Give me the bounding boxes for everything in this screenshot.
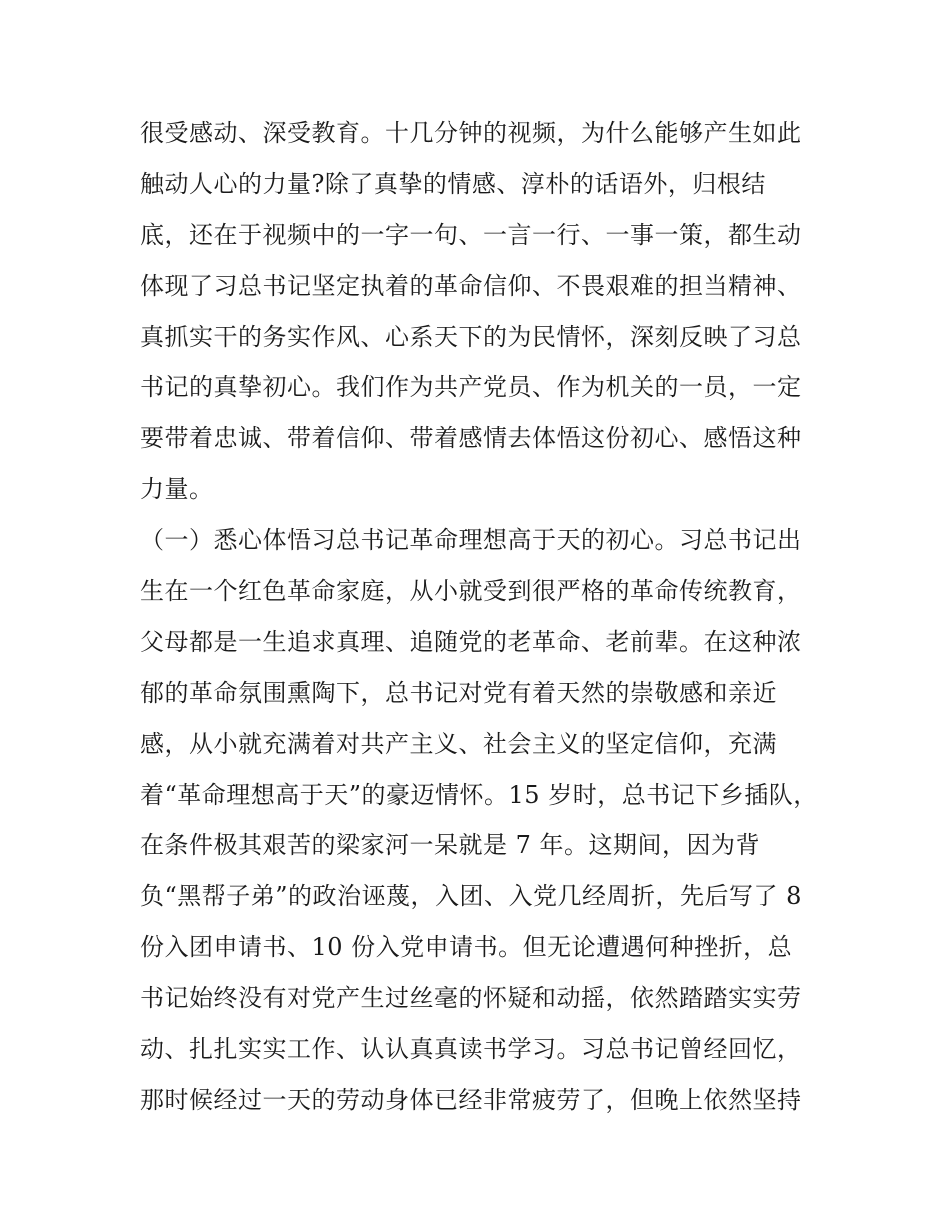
text-line: 着“革命理想高于天”的豪迈情怀。15 岁时，总书记下乡插队， <box>140 780 818 809</box>
text-line: 书记的真挚初心。我们作为共产党员、作为机关的一员，一定 <box>140 373 802 402</box>
text-line: 底，还在于视频中的一字一句、一言一行、一事一策，都生动 <box>140 220 802 249</box>
text-line: 那时候经过一天的劳动身体已经非常疲劳了，但晚上依然坚持 <box>140 1085 802 1114</box>
text-line: 力量。 <box>140 475 214 504</box>
text-line: 触动人心的力量?除了真挚的情感、淳朴的话语外，归根结 <box>140 169 766 198</box>
text-line: （一）悉心体悟习总书记革命理想高于天的初心。习总书记出 <box>140 526 802 555</box>
text-line: 书记始终没有对党产生过丝毫的怀疑和动摇，依然踏踏实实劳 <box>140 984 802 1013</box>
text-line: 父母都是一生追求真理、追随党的老革命、老前辈。在这种浓 <box>140 627 802 656</box>
body-text <box>140 108 820 1126</box>
text-line: 很受感动、深受教育。十几分钟的视频，为什么能够产生如此 <box>140 119 802 147</box>
text-line: 份入团申请书、10 份入党申请书。但无论遭遇何种挫折，总 <box>140 933 793 962</box>
text-line: 生在一个红色革命家庭，从小就受到很严格的革命传统教育， <box>140 577 802 606</box>
text-line: 体现了习总书记坚定执着的革命信仰、不畏艰难的担当精神、 <box>140 271 802 300</box>
text-line: 要带着忠诚、带着信仰、带着感情去体悟这份初心、感悟这种 <box>140 424 802 453</box>
text-line: 动、扎扎实实工作、认认真真读书学习。习总书记曾经回忆， <box>140 1035 802 1064</box>
text-line: 在条件极其艰苦的梁家河一呆就是 7 年。这期间，因为背 <box>140 831 761 860</box>
text-line: 郁的革命氛围熏陶下，总书记对党有着天然的崇敬感和亲近 <box>140 678 777 707</box>
text-line: 真抓实干的务实作风、心系天下的为民情怀，深刻反映了习总 <box>140 322 802 351</box>
text-line: 负“黑帮子弟”的政治诬蔑，入团、入党几经周折，先后写了 8 <box>140 882 802 911</box>
text-line: 感，从小就充满着对共产主义、社会主义的坚定信仰，充满 <box>140 729 777 758</box>
